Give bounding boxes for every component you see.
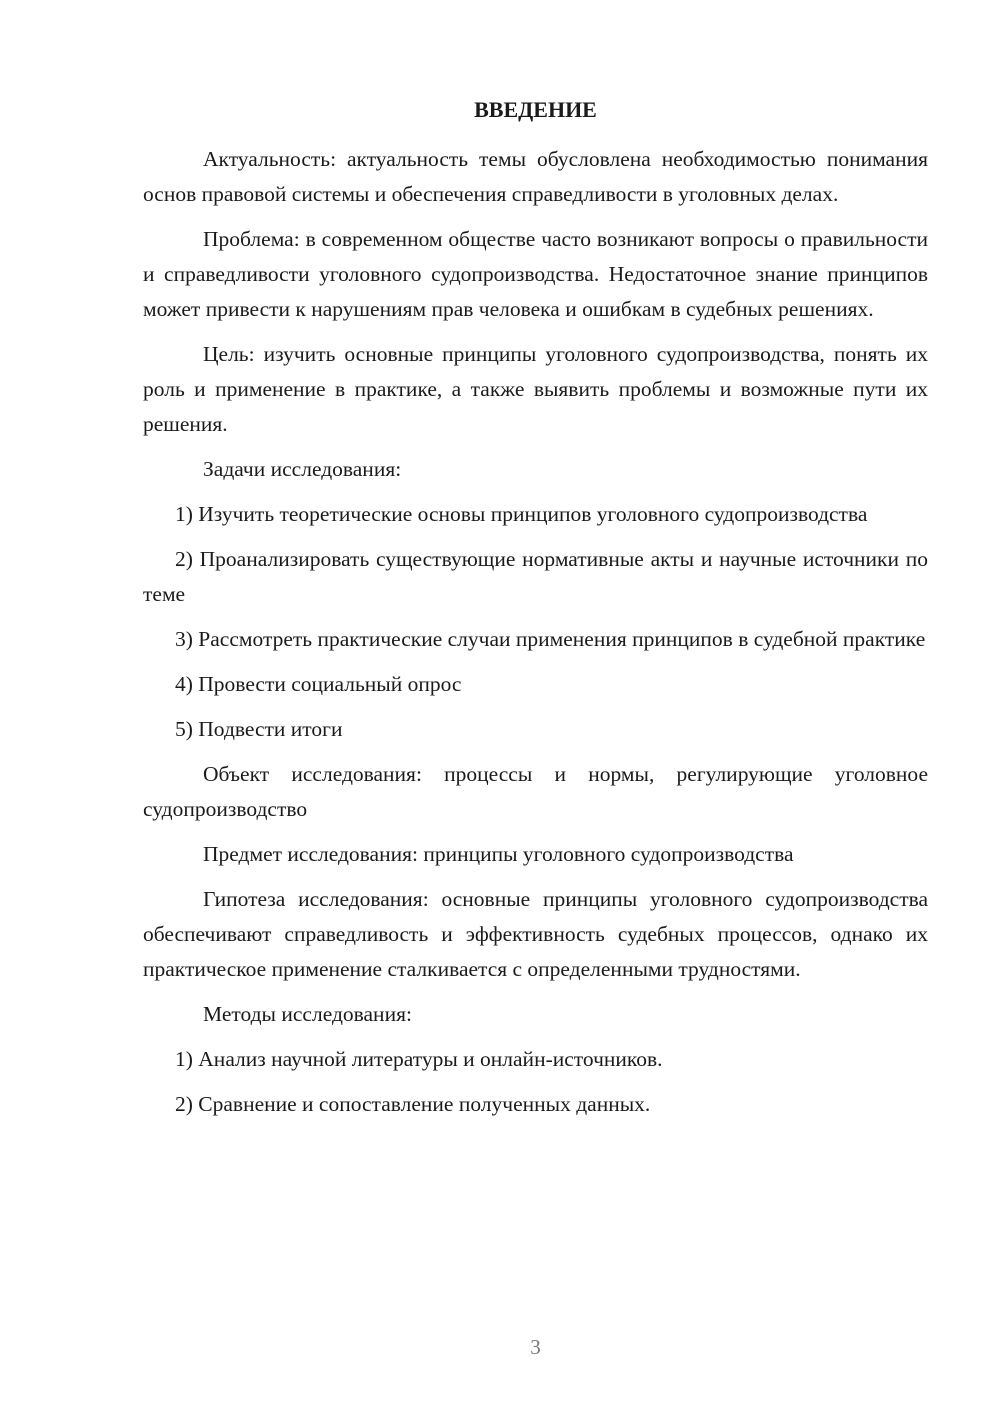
paragraph-subject: Предмет исследования: принципы уголовного судопроизводства [203, 842, 794, 866]
list-item-task-2: 2) Проанализировать существующие нормативные акты и научные источники по теме [143, 547, 928, 606]
list-item-task-5: 5) Подвести итоги [175, 717, 343, 741]
page-number: 3 [530, 1335, 541, 1359]
list-item-method-2: 2) Сравнение и сопоставление полученных данных. [175, 1092, 651, 1116]
document-page [143, 0, 928, 1414]
paragraph-relevance: Актуальность: актуальность темы обусловлена необходимостью понимания основ правовой системы и обеспечения справедливости в уголовных делах. [143, 147, 928, 206]
list-item-task-4: 4) Провести социальный опрос [175, 672, 462, 696]
list-item-method-1: 1) Анализ научной литературы и онлайн-источников. [175, 1047, 663, 1071]
paragraph-methods-title: Методы исследования: [203, 1002, 412, 1026]
list-item-task-3: 3) Рассмотреть практические случаи применения принципов в судебной практике [175, 627, 926, 651]
document-body [143, 142, 928, 1132]
paragraph-goal: Цель: изучить основные принципы уголовного судопроизводства, понять их роль и применение в практике, а также выявить проблемы и возможные пути их решения. [143, 342, 928, 436]
section-heading: ВВЕДЕНИЕ [474, 97, 597, 122]
paragraph-object: Объект исследования: процессы и нормы, регулирующие уголовное судопроизводство [143, 762, 928, 821]
paragraph-hypothesis: Гипотеза исследования: основные принципы уголовного судопроизводства обеспечивают справедливость и эффективность судебных процессов, однако их практическое применение сталкивается с определенными трудностями. [143, 887, 928, 981]
paragraph-problem: Проблема: в современном обществе часто возникают вопросы о правильности и справедливости уголовного судопроизводства. Недостаточное знание принципов может привести к нарушениям прав человека и ошибкам в судебных решениях. [143, 227, 928, 321]
paragraph-tasks-title: Задачи исследования: [203, 457, 402, 481]
list-item-task-1: 1) Изучить теоретические основы принципов уголовного судопроизводства [175, 502, 868, 526]
